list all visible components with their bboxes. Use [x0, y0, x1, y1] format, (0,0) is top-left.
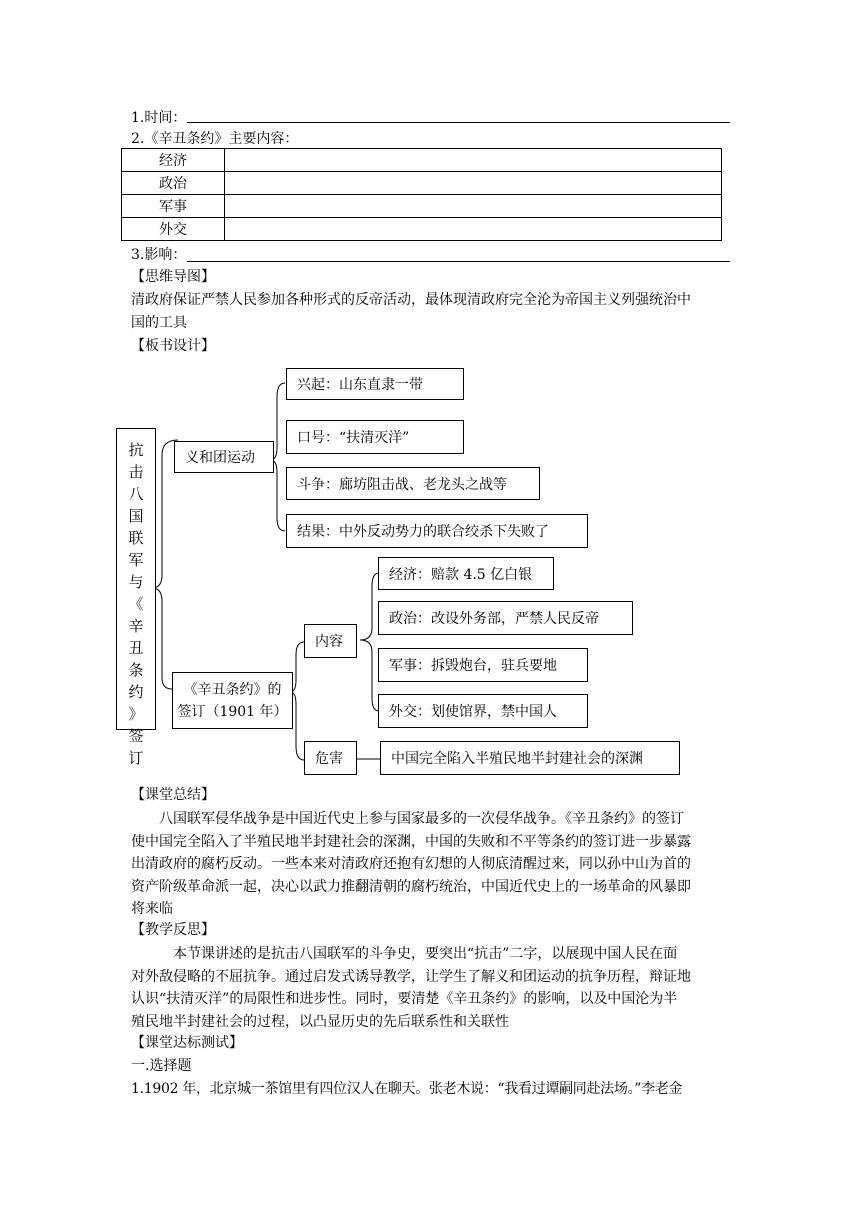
- root-char: 订: [128, 749, 144, 767]
- mindmap-text-line-1: 清政府保证严禁人民参加各种形式的反帝活动，最体现清政府完全沦为帝国主义列强统治中: [131, 292, 691, 308]
- root-char: 《: [128, 595, 144, 613]
- board-heading: 【板书设计】: [131, 338, 215, 354]
- test-section-title: 一.选择题: [131, 1058, 192, 1074]
- root-char: 辛: [128, 617, 144, 635]
- summary-line: 使中国完全陷入了半殖民地半封建社会的深渊，中国的失败和不平等条约的签订进一步暴露: [131, 833, 691, 850]
- summary-heading: 【课堂总结】: [131, 787, 215, 803]
- reflection-line: 认识“扶清灭洋”的局限性和进步性。同时，要清楚《辛丑条约》的影响，以及中国沦为半: [131, 991, 678, 1007]
- question-1: 1.1902 年，北京城一茶馆里有四位汉人在聊天。张老木说：“我看过谭嗣同赴法场。”李老金: [131, 1081, 683, 1097]
- influence-label: 3.影响：: [131, 247, 187, 263]
- root-box: [116, 428, 156, 767]
- root-char: 军: [128, 551, 144, 569]
- yihetuan-item-result: 结果：中外反动势力的联合绞杀下失败了: [286, 514, 588, 548]
- yihetuan-item-struggle: 斗争：廊坊阻击战、老龙头之战等: [286, 467, 540, 500]
- row-label-economy: 经济: [122, 149, 225, 172]
- treaty-box-line-1: 《辛丑条约》的: [183, 681, 282, 698]
- neirong-item-economy: 经济：赔款 4.5 亿白银: [378, 557, 554, 590]
- weihai-item: 中国完全陷入半殖民地半封建社会的深渊: [380, 741, 680, 775]
- summary-line: 资产阶级革命派一起，决心以武力推翻清朝的腐朽统治，中国近代史上的一场革命的风暴即: [131, 878, 691, 895]
- test-heading: 【课堂达标测试】: [131, 1035, 243, 1051]
- root-char: 签: [128, 727, 144, 745]
- time-label: 1.时间：: [131, 110, 187, 126]
- yihetuan-item-slogan: 口号：“扶清灭洋”: [286, 420, 464, 454]
- yihetuan-box: 义和团运动: [174, 441, 274, 473]
- reflection-paragraph: [131, 943, 731, 1033]
- neirong-item-politics: 政治：改设外务部，严禁人民反帝: [378, 601, 633, 635]
- neirong-item-diplomacy: 外交：划使馆界，禁中国人: [378, 694, 588, 728]
- root-char: 国: [128, 507, 144, 525]
- mindmap-heading: 【思维导图】: [131, 269, 215, 285]
- treaty-box-line-2: 签订（1901 年）: [177, 703, 288, 720]
- root-char: 抗: [128, 441, 144, 459]
- root-char: 击: [128, 463, 144, 481]
- treaty-box: [172, 672, 293, 729]
- weihai-box: 危害: [304, 741, 357, 775]
- root-char: 联: [128, 529, 144, 547]
- root-char: 》: [128, 705, 144, 723]
- summary-line: 出清政府的腐朽反动。一些本来对清政府还抱有幻想的人彻底清醒过来，同以孙中山为首的: [131, 856, 691, 872]
- root-char: 与: [128, 573, 144, 591]
- row-label-politics: 政治: [122, 172, 225, 195]
- neirong-item-military: 军事：拆毁炮台，驻兵要地: [378, 648, 588, 682]
- reflection-line: 殖民地半封建社会的过程，以凸显历史的先后联系性和关联性: [131, 1013, 509, 1030]
- root-char: 条: [128, 661, 144, 679]
- root-char: 八: [128, 485, 144, 503]
- root-char: 约: [128, 683, 144, 701]
- row-label-diplomacy: 外交: [122, 218, 225, 241]
- reflection-line: 对外敌侵略的不屈抗争。通过启发式诱导教学，让学生了解义和团运动的抗争历程，辩证地: [131, 968, 691, 985]
- row-label-military: 军事: [122, 195, 225, 218]
- neirong-bracket: [360, 573, 379, 711]
- neirong-box: 内容: [304, 624, 357, 658]
- reflection-heading: 【教学反思】: [131, 922, 215, 938]
- summary-paragraph: [131, 808, 731, 921]
- summary-line: 八国联军侵华战争是中国近代史上参与国家最多的一次侵华战争。《辛丑条约》的签订: [159, 811, 684, 827]
- mindmap-text-line-2: 国的工具: [131, 315, 187, 331]
- reflection-line: 本节课讲述的是抗击八国联军的斗争史，要突出“抗击”二字，以展现中国人民在面: [173, 946, 678, 962]
- summary-line: 将来临: [131, 901, 173, 917]
- content-label: 2.《辛丑条约》主要内容：: [131, 131, 299, 147]
- yihetuan-item-rise: 兴起：山东直隶一带: [286, 368, 464, 400]
- root-char: 丑: [128, 639, 144, 657]
